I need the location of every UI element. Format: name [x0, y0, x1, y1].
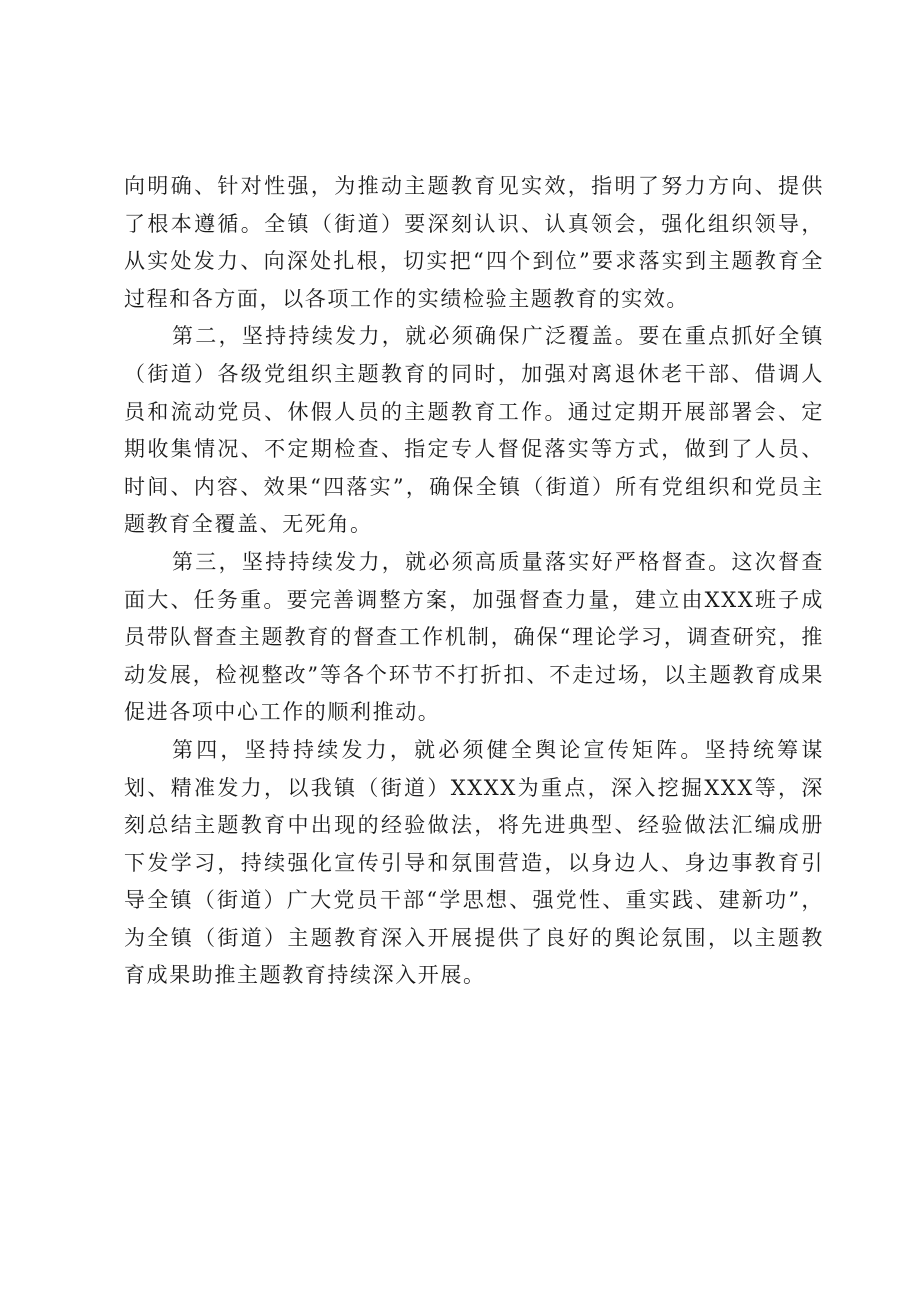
paragraph-continued: 向明确、针对性强，为推动主题教育见实效，指明了努力方向、提供了根本遵循。全镇（街道）要深刻认识、认真领会，强化组织领导，从实处发力、向深处扎根，切实把“四个到位”要求落实到主题教育全过程和各方面，以各项工作的实绩检验主题教育的实效。 [124, 174, 824, 311]
paragraph-third-point: 第三，坚持持续发力，就必须高质量落实好严格督查。这次督查面大、任务重。要完善调整方案，加强督查力量，建立由XXX班子成员带队督查主题教育的督查工作机制，确保“理论学习，调查研究，推动发展，检视整改”等各个环节不打折扣、不走过场，以主题教育成果促进各项中心工作的顺利推动。 [124, 549, 824, 725]
paragraph-fourth-point: 第四，坚持持续发力，就必须健全舆论宣传矩阵。坚持统筹谋划、精准发力，以我镇（街道）XXXX为重点，深入挖掘XXX等，深刻总结主题教育中出现的经验做法，将先进典型、经验做法汇编成册下发学习，持续强化宣传引导和氛围营造，以身边人、身边事教育引导全镇（街道）广大党员干部“学思想、强党性、重实践、建新功”，为全镇（街道）主题教育深入开展提供了良好的舆论氛围，以主题教育成果助推主题教育持续深入开展。 [124, 737, 824, 988]
paragraph-second-point: 第二，坚持持续发力，就必须确保广泛覆盖。要在重点抓好全镇（街道）各级党组织主题教育的同时，加强对离退休老干部、借调人员和流动党员、休假人员的主题教育工作。通过定期开展部署会、定期收集情况、不定期检查、指定专人督促落实等方式，做到了人员、时间、内容、效果“四落实”，确保全镇（街道）所有党组织和党员主题教育全覆盖、无死角。 [124, 324, 824, 537]
document-body [124, 168, 824, 995]
